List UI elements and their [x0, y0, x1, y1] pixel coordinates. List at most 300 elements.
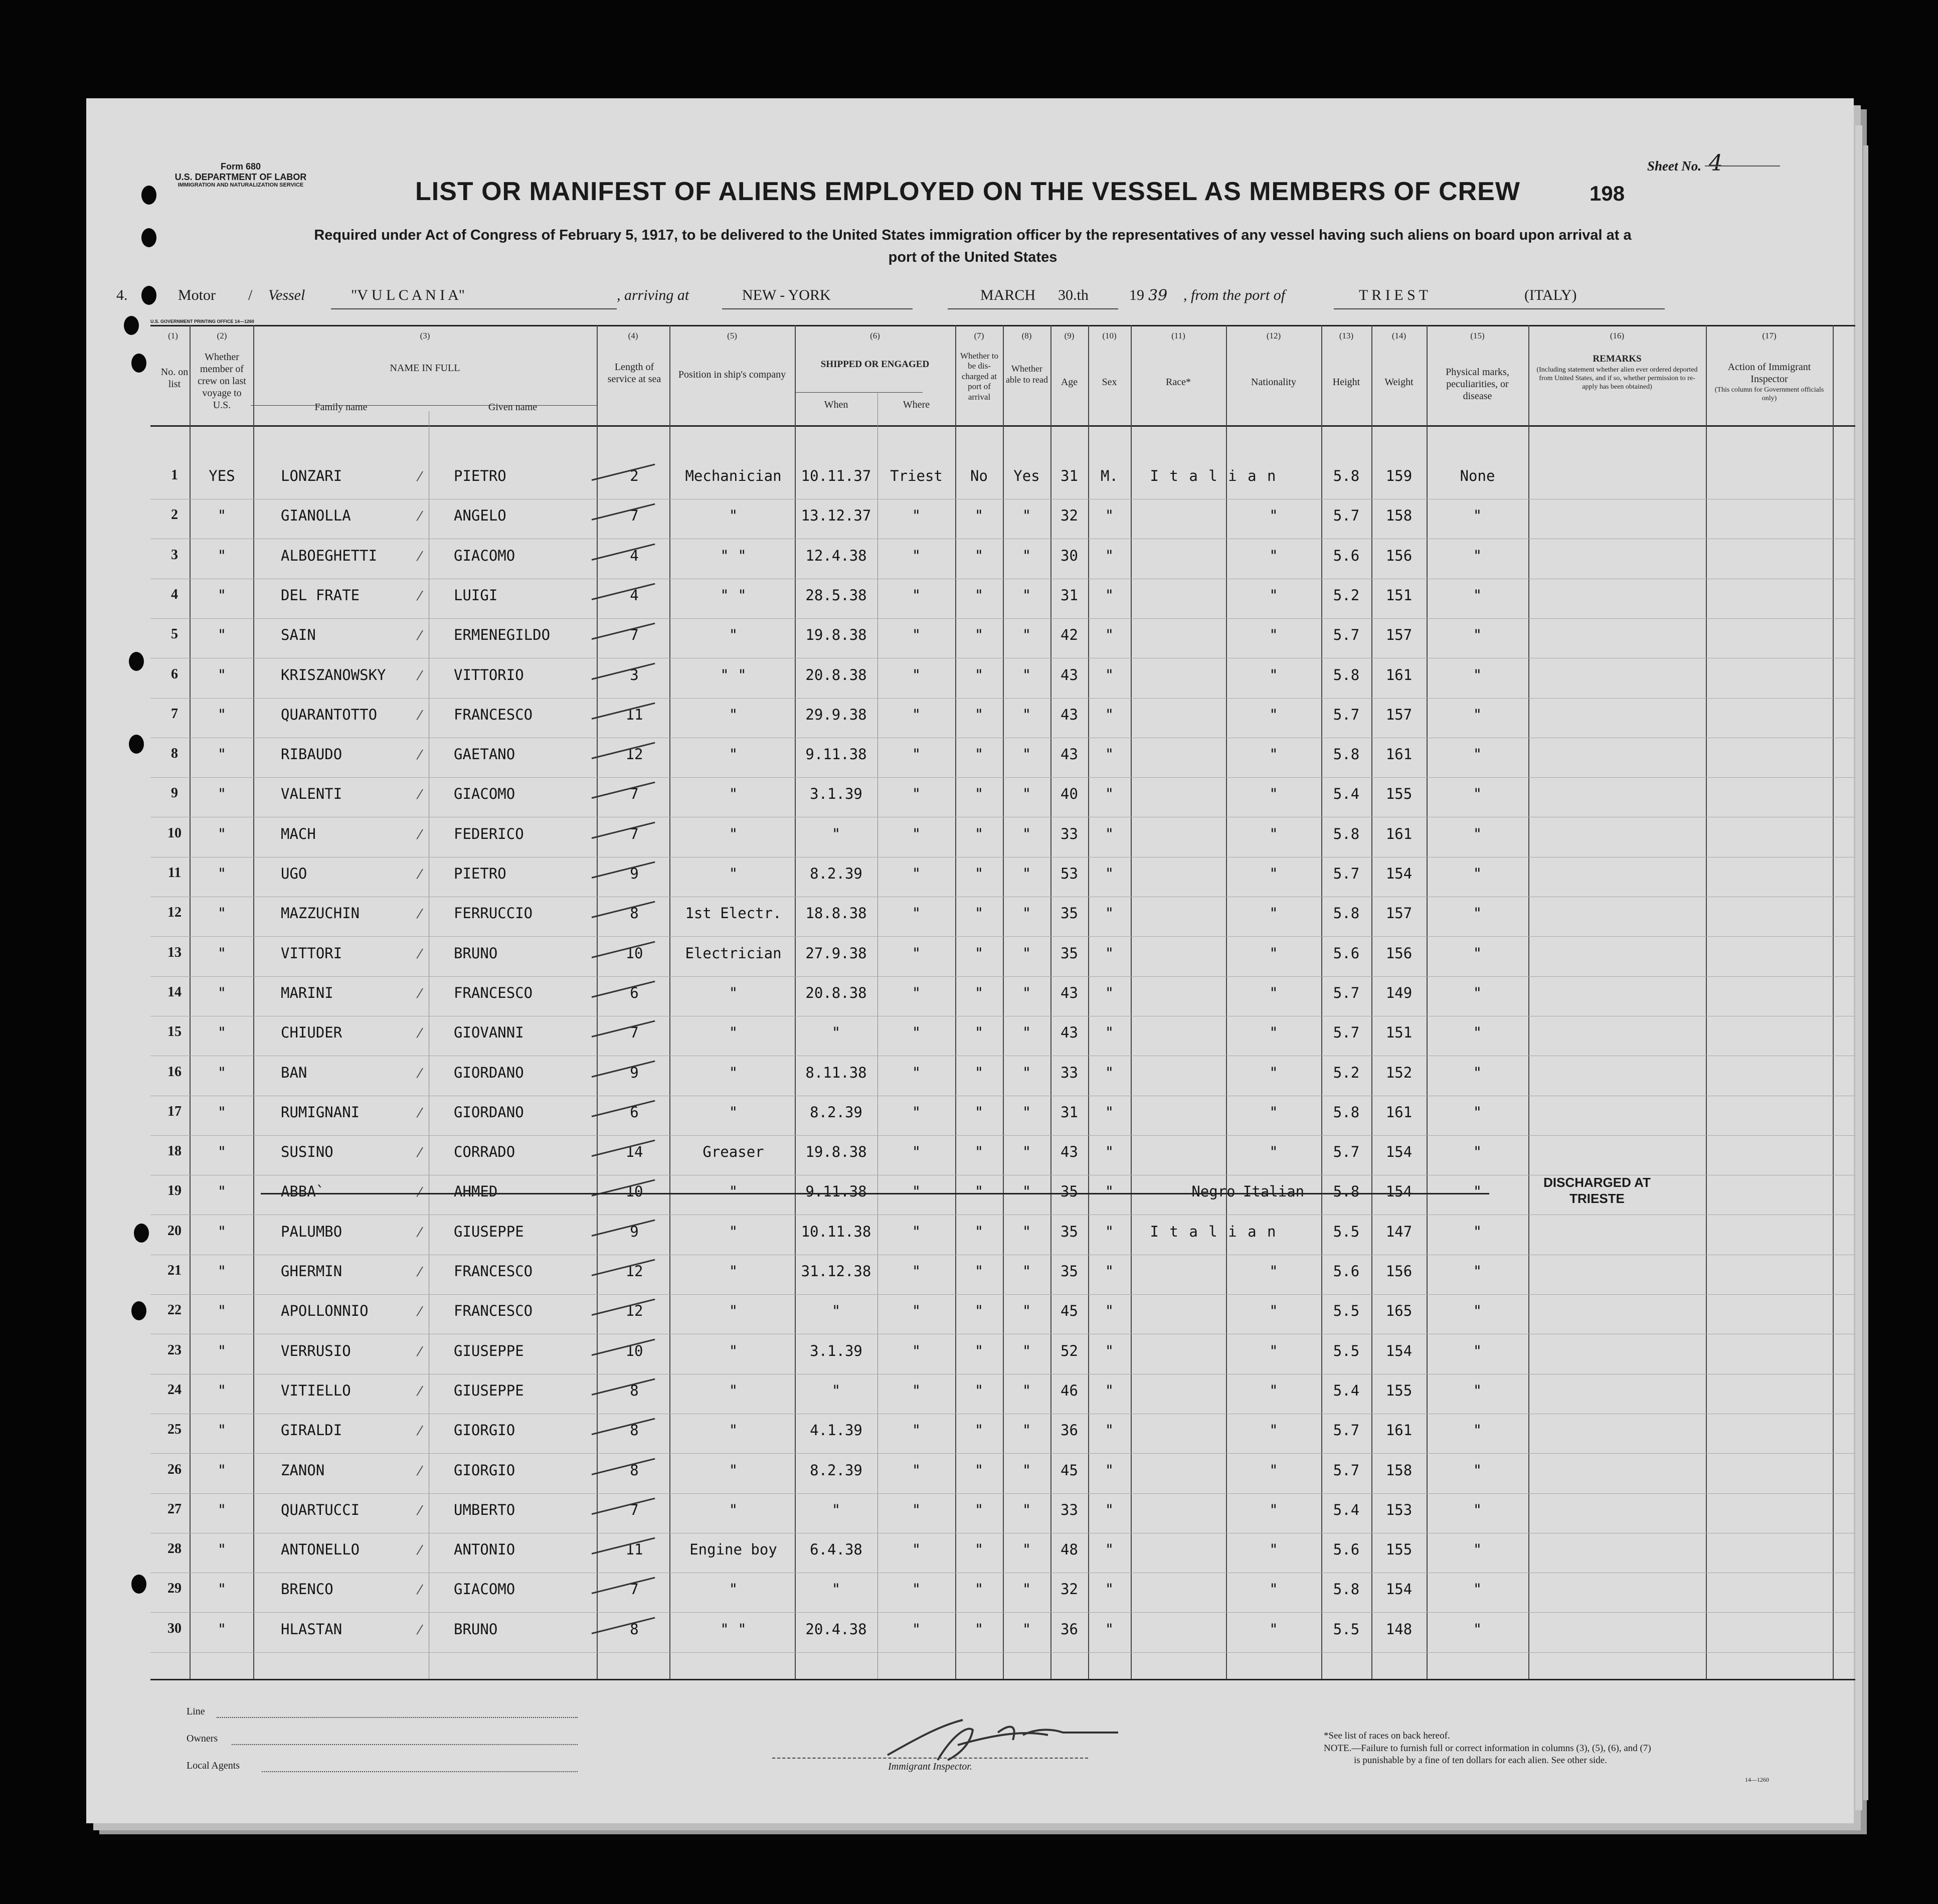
row-number: 13	[167, 944, 182, 960]
row-number: 10	[167, 825, 182, 841]
cell-where: "	[912, 1381, 921, 1399]
cell-given: ANTONIO	[454, 1541, 515, 1559]
cell-height: 5.7	[1333, 1461, 1360, 1479]
cell-height: 5.7	[1333, 626, 1360, 644]
col-header-read: Whether able to read	[1006, 364, 1048, 385]
col-header-inspector-action: Action of Immigrant Inspector	[1727, 362, 1811, 385]
cell-voyage: "	[217, 626, 227, 644]
col-header-inspector-note: (This column for Government officials only)	[1714, 386, 1824, 402]
cell-where: "	[912, 944, 921, 962]
inspector-signature-rule	[772, 1758, 1088, 1759]
cell-voyage: "	[217, 1143, 227, 1161]
cell-position: "	[729, 825, 738, 842]
cell-family: APOLLONNIO	[281, 1302, 369, 1320]
cell-age: 46	[1061, 1381, 1078, 1399]
check-mark: ⁄	[419, 827, 421, 842]
cell-where: "	[912, 547, 921, 564]
cell-weight: 148	[1385, 1620, 1413, 1638]
cell-age: 52	[1061, 1342, 1078, 1359]
cell-weight: 157	[1385, 706, 1413, 723]
cell-position: "	[729, 1263, 738, 1280]
cell-when: 3.1.39	[810, 1342, 862, 1359]
cell-service: 7	[630, 1581, 639, 1598]
check-mark: ⁄	[419, 787, 421, 803]
cell-weight: 154	[1385, 1143, 1413, 1161]
col-header-remarks-note: (Including statement whether alien ever ordered deported from United States, and if so, whether permission to re-apply has been obtained)	[1536, 366, 1698, 391]
cell-read: "	[1022, 1461, 1031, 1479]
cell-weight: 151	[1385, 586, 1413, 604]
cell-discharged: "	[974, 1381, 984, 1399]
col-header-position: Position in ship's company	[678, 369, 786, 380]
cell-age: 36	[1061, 1620, 1078, 1638]
cell-marks: "	[1473, 547, 1482, 564]
cell-where: Triest	[890, 467, 943, 484]
cell-voyage: "	[217, 1064, 227, 1081]
cell-sex: "	[1105, 865, 1114, 882]
cell-service: 9	[630, 1223, 639, 1240]
cell-sex: "	[1105, 1064, 1114, 1081]
cell-height: 5.8	[1333, 1183, 1360, 1200]
printing-office-line: U.S. GOVERNMENT PRINTING OFFICE 14—1260	[150, 319, 255, 324]
col-header-number: No. on list	[160, 367, 189, 390]
cell-given: GIORGIO	[454, 1422, 515, 1439]
cell-age: 33	[1061, 1501, 1078, 1518]
col-header-when: When	[824, 399, 848, 410]
cell-nationality: "	[1269, 984, 1278, 1001]
cell-marks: "	[1473, 984, 1482, 1001]
table-bottom-rule	[150, 1679, 1855, 1680]
cell-discharged: "	[974, 547, 984, 564]
cell-family: QUARANTOTTO	[281, 706, 378, 723]
cell-family: ABBA`	[281, 1183, 325, 1200]
cell-weight: 161	[1385, 666, 1413, 683]
port-rule	[722, 308, 913, 309]
cell-read: "	[1022, 944, 1031, 962]
cell-weight: 159	[1385, 467, 1413, 484]
vessel-slash: /	[248, 287, 253, 303]
row-number: 21	[167, 1263, 182, 1278]
cell-nationality: "	[1269, 1422, 1278, 1439]
cell-voyage: "	[217, 1461, 227, 1479]
sheet-label: Sheet No.	[1647, 158, 1701, 174]
cell-nationality: "	[1269, 1064, 1278, 1081]
cell-where: "	[912, 586, 921, 604]
cell-service: 4	[630, 547, 639, 564]
cell-weight: 161	[1385, 1422, 1413, 1439]
col-number: (10)	[1102, 331, 1117, 340]
cell-when: 9.11.38	[805, 1183, 867, 1200]
cell-given: BRUNO	[454, 944, 498, 962]
cell-given: ANGELO	[454, 507, 506, 525]
cell-height: 5.5	[1333, 1620, 1360, 1638]
cell-family: VALENTI	[281, 785, 342, 803]
cell-given: GIORDANO	[454, 1103, 524, 1121]
cell-service: 8	[630, 905, 639, 922]
col-header-shipped: SHIPPED OR ENGAGED	[820, 359, 930, 370]
punch-hole	[129, 735, 144, 754]
cell-when: 4.1.39	[810, 1422, 862, 1439]
cell-family: PALUMBO	[281, 1223, 342, 1240]
cell-where: "	[912, 825, 921, 842]
cell-voyage: "	[217, 1302, 227, 1320]
year-suffix: 39	[1148, 287, 1168, 304]
cell-family: UGO	[281, 865, 307, 882]
cell-height: 5.8	[1333, 1103, 1360, 1121]
cell-when: 13.12.37	[801, 507, 871, 525]
cell-marks: "	[1473, 1223, 1482, 1240]
cell-service: 6	[630, 1103, 639, 1121]
cell-when: 3.1.39	[810, 785, 862, 803]
cell-sex: "	[1105, 706, 1114, 723]
cell-given: PIETRO	[454, 467, 506, 484]
cell-height: 5.8	[1333, 905, 1360, 922]
cell-family: DEL FRATE	[281, 586, 360, 604]
cell-voyage: "	[217, 1263, 227, 1280]
cell-sex: "	[1105, 1461, 1114, 1479]
cell-given: LUIGI	[454, 586, 498, 604]
cell-marks: "	[1473, 1461, 1482, 1479]
shipped-subheader-rule	[795, 392, 923, 393]
page-title: LIST OR MANIFEST OF ALIENS EMPLOYED ON THE VESSEL AS MEMBERS OF CREW	[415, 177, 1520, 206]
cell-discharged: "	[974, 666, 984, 683]
cell-weight: 158	[1385, 507, 1413, 525]
check-mark: ⁄	[419, 1066, 421, 1081]
cell-nationality: Italian	[1243, 1183, 1305, 1200]
check-mark: ⁄	[419, 1503, 421, 1518]
cell-weight: 161	[1385, 1103, 1413, 1121]
cell-marks: "	[1473, 1064, 1482, 1081]
cell-sex: "	[1105, 1541, 1114, 1559]
cell-nationality: "	[1269, 1581, 1278, 1598]
check-mark: ⁄	[419, 588, 421, 604]
cell-service: 12	[625, 746, 643, 763]
sheet-number-value: 4	[1708, 150, 1723, 176]
cell-service: 14	[625, 1143, 643, 1161]
sheet-number	[1647, 150, 1723, 176]
cell-given: FRANCESCO	[454, 984, 533, 1001]
cell-position: "	[729, 1183, 738, 1200]
row-number: 5	[171, 626, 178, 642]
cell-position: "	[729, 1581, 738, 1598]
cell-given: PIETRO	[454, 865, 506, 882]
cell-position: "	[729, 1342, 738, 1359]
cell-marks: "	[1473, 1302, 1482, 1320]
check-mark: ⁄	[419, 867, 421, 882]
form-code: 14—1260	[1745, 1776, 1769, 1783]
check-mark: ⁄	[419, 907, 421, 922]
cell-height: 5.7	[1333, 1143, 1360, 1161]
cell-voyage: "	[217, 706, 227, 723]
cell-when: "	[831, 1381, 841, 1399]
arrival-day: 30.th	[1058, 287, 1089, 303]
cell-read: "	[1022, 626, 1031, 644]
cell-marks: "	[1473, 944, 1482, 962]
cell-position: "	[729, 706, 738, 723]
row-rule	[150, 1612, 1855, 1613]
cell-where: "	[912, 1064, 921, 1081]
cell-voyage: "	[217, 984, 227, 1001]
cell-marks: "	[1473, 1342, 1482, 1359]
check-mark: ⁄	[419, 708, 421, 723]
check-mark: ⁄	[419, 946, 421, 962]
owners-label: Owners	[187, 1733, 218, 1744]
cell-service: 7	[630, 1024, 639, 1042]
cell-family: GHERMIN	[281, 1263, 342, 1280]
row-number: 25	[167, 1422, 182, 1438]
cell-sex: "	[1105, 1620, 1114, 1638]
cell-discharged: "	[974, 1581, 984, 1598]
cell-weight: 156	[1385, 1263, 1413, 1280]
cell-nationality: "	[1269, 1541, 1278, 1559]
col-number: (7)	[974, 331, 984, 340]
cell-family: VITIELLO	[281, 1381, 351, 1399]
cell-sex: "	[1105, 1381, 1114, 1399]
row-number: 3	[171, 547, 178, 563]
cell-age: 35	[1061, 944, 1078, 962]
cell-voyage: "	[217, 1024, 227, 1042]
cell-given: GIUSEPPE	[454, 1342, 524, 1359]
cell-voyage: "	[217, 1103, 227, 1121]
cell-nationality: "	[1269, 1143, 1278, 1161]
form-number: Form 680	[220, 161, 261, 171]
cell-height: 5.7	[1333, 1024, 1360, 1042]
cell-service: 7	[630, 507, 639, 525]
cell-sex: "	[1105, 825, 1114, 842]
cell-read: "	[1022, 984, 1031, 1001]
cell-when: 8.2.39	[810, 1103, 862, 1121]
cell-voyage: "	[217, 1501, 227, 1518]
cell-service: 8	[630, 1461, 639, 1479]
row-number: 2	[171, 507, 178, 523]
cell-sex: M.	[1101, 467, 1118, 484]
col-number: (17)	[1762, 331, 1777, 340]
cell-read: "	[1022, 1422, 1031, 1439]
cell-nationality: "	[1269, 626, 1278, 644]
vessel-name: "V U L C A N I A"	[351, 287, 465, 303]
cell-voyage: "	[217, 1541, 227, 1559]
punch-hole	[129, 652, 144, 671]
cell-discharged: "	[974, 1103, 984, 1121]
cell-where: "	[912, 1342, 921, 1359]
cell-marks: "	[1473, 1263, 1482, 1280]
cell-position: "	[729, 1064, 738, 1081]
cell-voyage: "	[217, 905, 227, 922]
cell-age: 31	[1061, 586, 1078, 604]
cell-read: "	[1022, 865, 1031, 882]
date-rule	[948, 308, 1118, 309]
cell-given: GIACOMO	[454, 547, 515, 564]
cell-family: BRENCO	[281, 1581, 333, 1598]
cell-sex: "	[1105, 1183, 1114, 1200]
cell-voyage: "	[217, 1183, 227, 1200]
cell-family: RUMIGNANI	[281, 1103, 360, 1121]
cell-read: Yes	[1013, 467, 1040, 484]
cell-read: "	[1022, 1581, 1031, 1598]
cell-where: "	[912, 746, 921, 763]
cell-nationality: "	[1269, 944, 1278, 962]
col-header-height: Height	[1332, 377, 1360, 388]
cell-weight: 155	[1385, 785, 1413, 803]
cell-marks: "	[1473, 1422, 1482, 1439]
cell-nationality: "	[1269, 706, 1278, 723]
cell-weight: 153	[1385, 1501, 1413, 1518]
cell-given: CORRADO	[454, 1143, 515, 1161]
page-subtitle	[181, 225, 1765, 268]
cell-height: 5.6	[1333, 944, 1360, 962]
cell-read: "	[1022, 1541, 1031, 1559]
cell-height: 5.8	[1333, 1581, 1360, 1598]
cell-age: 30	[1061, 547, 1078, 564]
cell-service: 12	[625, 1302, 643, 1320]
cell-voyage: "	[217, 1620, 227, 1638]
subtitle-line-2: port of the United States	[888, 249, 1058, 265]
sheet-number-rule	[1705, 165, 1780, 166]
cell-age: 35	[1061, 1183, 1078, 1200]
row-number: 8	[171, 746, 178, 762]
cell-read: "	[1022, 1342, 1031, 1359]
cell-given: GIUSEPPE	[454, 1381, 524, 1399]
cell-weight: 154	[1385, 1581, 1413, 1598]
cell-discharged: "	[974, 746, 984, 763]
check-mark: ⁄	[419, 509, 421, 525]
cell-nationality: "	[1269, 1103, 1278, 1121]
check-mark: ⁄	[419, 1543, 421, 1559]
cell-sex: "	[1105, 626, 1114, 644]
cell-marks: "	[1473, 1183, 1482, 1200]
cell-nationality: "	[1269, 1024, 1278, 1042]
punch-hole	[124, 316, 139, 335]
cell-position: "	[729, 1381, 738, 1399]
cell-discharged: "	[974, 1461, 984, 1479]
cell-discharged: "	[974, 905, 984, 922]
cell-discharged: "	[974, 984, 984, 1001]
col-header-discharged: Whether to be dis-charged at port of arrival	[960, 351, 998, 402]
cell-age: 32	[1061, 507, 1078, 525]
cell-marks: "	[1473, 586, 1482, 604]
cell-family: SAIN	[281, 626, 316, 644]
cell-sex: "	[1105, 507, 1114, 525]
cell-given: BRUNO	[454, 1620, 498, 1638]
row-number: 6	[171, 666, 178, 682]
cell-race: I t a l i a n	[1150, 467, 1277, 484]
cell-position: "	[729, 984, 738, 1001]
vessel-name-rule	[331, 308, 617, 309]
cell-voyage: "	[217, 586, 227, 604]
cell-marks: "	[1473, 905, 1482, 922]
row-number: 17	[167, 1103, 182, 1119]
cell-family: BAN	[281, 1064, 307, 1081]
row-number: 26	[167, 1461, 182, 1477]
cell-read: "	[1022, 1183, 1031, 1200]
from-label: , from the port of	[1183, 287, 1286, 303]
cell-service: 4	[630, 586, 639, 604]
cell-age: 35	[1061, 905, 1078, 922]
cell-discharged: "	[974, 1302, 984, 1320]
cell-sex: "	[1105, 666, 1114, 683]
col-header-family-name: Family name	[314, 402, 368, 413]
cell-age: 31	[1061, 467, 1078, 484]
cell-position: " "	[720, 586, 747, 604]
line-mark: 4.	[116, 287, 128, 303]
punch-hole	[134, 1224, 149, 1243]
vessel-type: Motor	[178, 287, 216, 303]
cell-marks: "	[1473, 1381, 1482, 1399]
cell-height: 5.2	[1333, 1064, 1360, 1081]
punch-hole	[131, 1575, 146, 1594]
vessel-label: Vessel	[268, 287, 305, 303]
cell-position: "	[729, 1302, 738, 1320]
cell-sex: "	[1105, 1143, 1114, 1161]
cell-nationality: "	[1269, 586, 1278, 604]
col-number: (11)	[1171, 331, 1185, 340]
cell-when: 20.8.38	[805, 666, 867, 683]
col-number: (4)	[628, 331, 638, 340]
col-number: (6)	[870, 331, 880, 340]
cell-nationality: "	[1269, 1263, 1278, 1280]
cell-read: "	[1022, 1103, 1031, 1121]
cell-nationality: "	[1269, 1461, 1278, 1479]
page-edge	[1855, 125, 1862, 1810]
cell-height: 5.8	[1333, 467, 1360, 484]
cell-weight: 156	[1385, 944, 1413, 962]
departure-rule	[1334, 308, 1665, 309]
cell-nationality: "	[1269, 905, 1278, 922]
cell-given: UMBERTO	[454, 1501, 515, 1518]
col-number: (16)	[1610, 331, 1625, 340]
cell-family: ALBOEGHETTI	[281, 547, 378, 564]
cell-family: HLASTAN	[281, 1620, 342, 1638]
cell-discharged: "	[974, 507, 984, 525]
line-field	[217, 1717, 578, 1718]
cell-when: "	[831, 825, 841, 842]
cell-when: 29.9.38	[805, 706, 867, 723]
column-divider	[669, 325, 670, 1679]
cell-service: 2	[630, 467, 639, 484]
cell-sex: "	[1105, 1422, 1114, 1439]
check-mark: ⁄	[419, 668, 421, 683]
check-mark: ⁄	[419, 1383, 421, 1399]
cell-age: 31	[1061, 1103, 1078, 1121]
row-number: 1	[171, 467, 178, 483]
cell-service: 7	[630, 626, 639, 644]
cell-height: 5.4	[1333, 785, 1360, 803]
cell-given: ERMENEGILDO	[454, 626, 551, 644]
col-number: (8)	[1021, 331, 1032, 340]
cell-where: "	[912, 507, 921, 525]
cell-given: GIACOMO	[454, 1581, 515, 1598]
col-number: (13)	[1339, 331, 1354, 340]
inspector-label: Immigrant Inspector.	[888, 1761, 972, 1772]
cell-marks: "	[1473, 706, 1482, 723]
cell-age: 43	[1061, 666, 1078, 683]
check-mark: ⁄	[419, 748, 421, 763]
col-header-given-name: Given name	[488, 402, 538, 413]
cell-when: "	[831, 1501, 841, 1518]
cell-position: Mechanician	[685, 467, 782, 484]
arriving-label: , arriving at	[617, 287, 689, 303]
cell-nationality: "	[1269, 1501, 1278, 1518]
cell-discharged: "	[974, 1064, 984, 1081]
check-mark: ⁄	[419, 1583, 421, 1598]
cell-sex: "	[1105, 1501, 1114, 1518]
cell-discharged: "	[974, 1024, 984, 1042]
cell-given: AHMED	[454, 1183, 498, 1200]
cell-given: FERRUCCIO	[454, 905, 533, 922]
cell-given: FRANCESCO	[454, 706, 533, 723]
cell-given: GIACOMO	[454, 785, 515, 803]
cell-family: QUARTUCCI	[281, 1501, 360, 1518]
row-number: 28	[167, 1541, 182, 1557]
